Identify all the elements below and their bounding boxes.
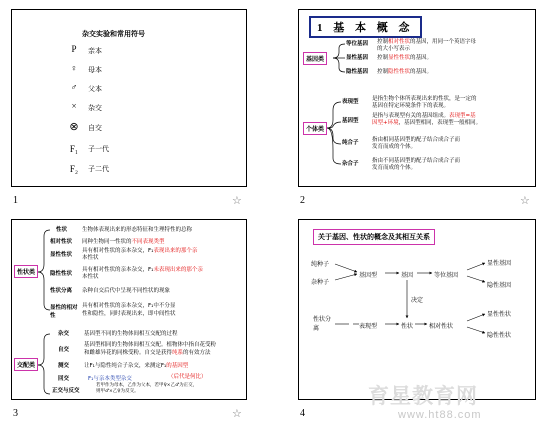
selfing-def-line2: 和雌雄异花的同株受粉。自交是获得纯系的有效方法 xyxy=(84,350,211,356)
segregation-def: 杂种自交后代中呈现不同性状的现象 xyxy=(82,288,171,294)
symbol-female-def: 母本 xyxy=(88,66,102,74)
trait-category-label: 性状类 xyxy=(14,265,38,278)
relative-trait-term: 相对性状 xyxy=(50,239,73,245)
star-icon: ☆ xyxy=(232,407,242,420)
symbol-selfing-def: 自交 xyxy=(88,124,102,132)
cross-term: 杂交 xyxy=(58,331,70,337)
dominant-trait-term: 显性性状 xyxy=(50,252,73,258)
page-number-2: 2 xyxy=(300,195,305,206)
site-url-watermark: www.ht88.com xyxy=(398,409,482,421)
testcross-def xyxy=(84,362,188,370)
recessive-trait-node: 隐性性状 xyxy=(487,332,512,339)
genotype-formula-2: 因型+环境 xyxy=(372,120,399,126)
hybrid-node: 杂种子 xyxy=(311,279,330,286)
reciprocal-term: 正交与反交 xyxy=(52,388,80,394)
genotype-def-line2: 因型+环境，基因型相同，表现型一般相同。 xyxy=(372,120,482,126)
dominant-trait-def-b: 表现出来的那个亲 xyxy=(153,248,198,254)
homozygote-term: 纯合子 xyxy=(342,140,359,146)
page-number-1: 1 xyxy=(13,195,18,206)
trait-term: 性状 xyxy=(56,227,68,233)
codominance-def-b: 中不分显 xyxy=(153,303,176,309)
allele-def: 控制相对性状的基因，用同一个英语字母 xyxy=(377,39,477,45)
codominance-def-line2: 性和隐性，同时表现出来，即中间性状 xyxy=(82,311,176,317)
genotype-formula-1: 表现型=基 xyxy=(449,113,476,119)
dominant-gene-node: 显性基因 xyxy=(487,260,512,267)
reciprocal-def-line1: 若甲作为母本，乙作为父本，若甲♀×乙♂为正交， xyxy=(96,383,198,388)
dominant-trait-node: 显性性状 xyxy=(487,311,512,318)
testcross-def-a: 让F₁与隐性纯合子杂交，来测定F₁ xyxy=(84,363,167,369)
dominant-gene-def: 控制显性性状的基因。 xyxy=(377,55,433,61)
male-icon: ♂ xyxy=(70,82,78,92)
phenotype-term: 表现型 xyxy=(342,99,359,105)
slide-1[interactable] xyxy=(11,9,247,187)
gene-node: 基因 xyxy=(401,272,414,279)
recessive-gene-term: 隐性基因 xyxy=(346,69,369,75)
mating-category-label: 交配类 xyxy=(14,358,38,371)
pure-line-node: 纯种子 xyxy=(311,261,330,268)
testcross-def-b: 的基因型 xyxy=(166,363,189,369)
homozygote-def-line1: 指由相同基因型的配子结合成合子而 xyxy=(372,137,461,143)
allele-term: 等位基因 xyxy=(346,41,369,47)
female-icon: ♀ xyxy=(70,63,78,73)
heterozygote-def-line2: 发育而成的个体。 xyxy=(372,165,417,171)
phenotype-node: 表现型 xyxy=(359,323,378,330)
segregation-term: 性状分离 xyxy=(50,288,73,294)
page-number-4: 4 xyxy=(300,408,305,419)
slide1-title: 杂交实验和常用符号 xyxy=(82,30,145,38)
codominance-def-a: 具有相对性状的亲本杂交，F₁ xyxy=(82,303,154,309)
heterozygote-def-line1: 指由不同基因型的配子结合成合子而 xyxy=(372,158,461,164)
phenotype-def-line2: 基因在特定环境条件下的表现。 xyxy=(372,103,450,109)
dominant-trait-def-line1 xyxy=(82,247,197,255)
decides-label: 决定 xyxy=(411,297,424,304)
recessive-trait-def-line2: 本性状 xyxy=(82,274,99,280)
selfing-term: 自交 xyxy=(58,347,70,353)
relative-trait-node: 相对性状 xyxy=(429,323,454,330)
backcross-def: F₁与亲本类型杂交 xyxy=(88,376,132,382)
genotype-def-line1 xyxy=(372,113,476,120)
recessive-trait-def-line1 xyxy=(82,266,203,274)
genotype-node: 基因型 xyxy=(359,272,378,279)
trait-def: 生物体表现出来的形态特征和生理特性的总称 xyxy=(82,227,193,233)
homozygote-def-line2: 发育而成的个体。 xyxy=(372,144,417,150)
selfing-def-line1: 基因型相同的生物体间相互交配。植物体中指自花受粉 xyxy=(84,342,217,348)
recessive-trait-def-b: 未表现出来的那个亲 xyxy=(153,267,203,273)
symbol-p: P xyxy=(71,44,77,54)
relative-trait-def: 同种生物同一性状的不同表现类型 xyxy=(82,239,165,245)
trait-node: 性状 xyxy=(401,323,414,330)
backcross-term: 回交 xyxy=(58,376,70,382)
symbol-cross-def: 杂交 xyxy=(88,104,102,112)
recessive-trait-term: 隐性性状 xyxy=(50,271,73,277)
symbol-f1-def: 子一代 xyxy=(88,145,109,153)
dominant-trait-def-a: 具有相对性状的亲本杂交，F₁ xyxy=(82,248,154,254)
backcross-note: （后代是何比） xyxy=(168,374,207,380)
genotype-def-text: 是指与表现型有关的基因组成。 xyxy=(372,113,450,119)
trait-separation-node: 性状分离 xyxy=(313,316,332,332)
symbol-f1: F₁ xyxy=(69,144,79,154)
reciprocal-def-line2: 则甲♂×乙♀为反交。 xyxy=(96,389,139,394)
genotype-def-rest: 基因型相同，表现型一般相同。 xyxy=(404,120,482,126)
slide-3[interactable] xyxy=(11,219,247,400)
star-icon: ☆ xyxy=(232,194,242,207)
genotype-term: 基因型 xyxy=(342,118,359,124)
page-number-3: 3 xyxy=(13,408,18,419)
site-watermark: 育星教育网 xyxy=(368,384,478,408)
codominance-def-line1 xyxy=(82,302,175,310)
slide-4[interactable] xyxy=(298,219,536,400)
symbol-f2-def: 子二代 xyxy=(88,165,109,173)
individual-category-label: 个体类 xyxy=(303,122,327,135)
recessive-trait-def-a: 具有相对性状的亲本杂交，F₁ xyxy=(82,267,154,273)
recessive-gene-def: 控制隐性性状的基因。 xyxy=(377,69,433,75)
allele-node: 等位基因 xyxy=(434,272,459,279)
slide-2[interactable] xyxy=(298,9,536,187)
slide4-title: 关于基因、性状的概念及其相互关系 xyxy=(313,229,435,245)
heterozygote-term: 杂合子 xyxy=(342,161,359,167)
allele-def-line2: 的大小写表示 xyxy=(377,46,411,52)
star-icon: ☆ xyxy=(520,194,530,207)
dominant-trait-def-line2: 本性状 xyxy=(82,255,99,261)
selfing-icon: ⊗ xyxy=(69,121,79,133)
slide2-title: 1 基 本 概 念 xyxy=(309,16,422,38)
cross-icon: × xyxy=(71,101,77,111)
dominant-gene-term: 显性基因 xyxy=(346,55,369,61)
testcross-term: 测交 xyxy=(58,363,70,369)
symbol-male-def: 父本 xyxy=(88,85,102,93)
codominance-term: 显性的相对性 xyxy=(50,305,78,319)
cross-def: 基因型不同的生物体间相互交配的过程 xyxy=(84,331,178,337)
symbol-p-def: 亲本 xyxy=(88,47,102,55)
gene-category-label: 基因类 xyxy=(303,52,327,65)
symbol-f2: F₂ xyxy=(69,164,79,174)
phenotype-def-line1: 是指生物个体所表现出来的性状，是一定的 xyxy=(372,96,477,102)
recessive-gene-node: 隐性基因 xyxy=(487,282,512,289)
